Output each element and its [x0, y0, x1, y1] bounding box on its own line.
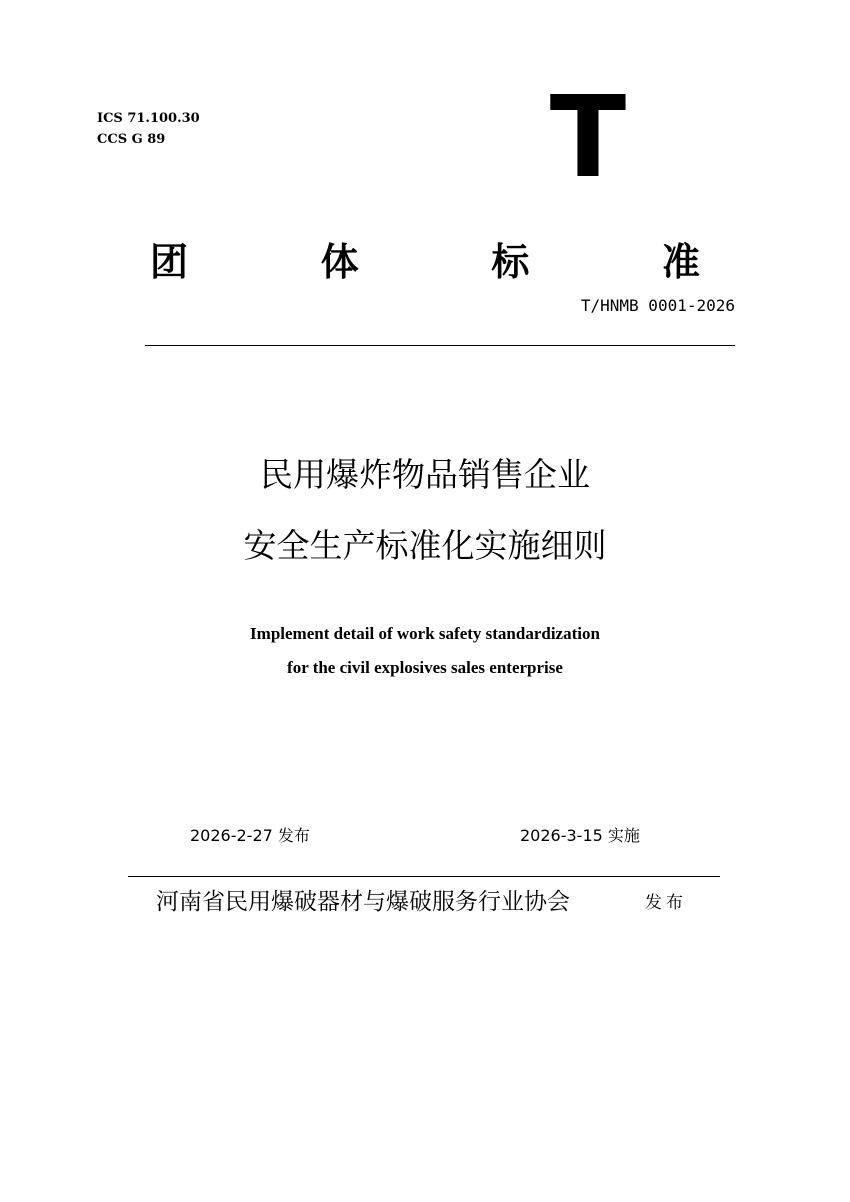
- standard-category-mark: T: [549, 73, 627, 203]
- standard-type-heading: [150, 234, 700, 290]
- english-title-line-2: for the civil explosives sales enterprise: [287, 658, 563, 677]
- bottom-divider: [128, 876, 720, 877]
- ccs-code: CCS G 89: [97, 132, 166, 147]
- standard-type-char: 标: [491, 240, 530, 284]
- ics-code: ICS 71.100.30: [97, 111, 200, 126]
- standard-type-char: 准: [661, 240, 700, 284]
- english-title-line-1: Implement detail of work safety standardization: [250, 624, 600, 643]
- chinese-title-line-1: 民用爆炸物品销售企业: [260, 455, 590, 494]
- chinese-title-line-2: 安全生产标准化实施细则: [243, 526, 607, 565]
- standard-number: T/HNMB 0001-2026: [580, 296, 735, 315]
- issuing-organization: 河南省民用爆破器材与爆破服务行业协会: [156, 889, 570, 915]
- classification-codes: [97, 108, 200, 150]
- publish-date: 2026-2-27 发布: [190, 826, 310, 845]
- standard-type-char: 体: [320, 240, 359, 284]
- top-divider: [145, 345, 735, 346]
- standard-type-char: 团: [150, 240, 189, 284]
- issuer-suffix: 发布: [645, 893, 687, 913]
- implementation-date: 2026-3-15 实施: [520, 826, 640, 845]
